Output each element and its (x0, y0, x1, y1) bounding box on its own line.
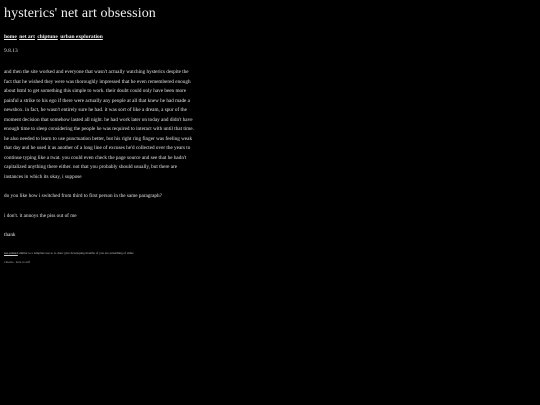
post-paragraph: thank (4, 232, 16, 238)
post-paragraph: and then the site worked and everyone that wasn't actually watching hysterics despite the fact that he wished they were was thoroughly impressed that he even remembered enough about html to get something this simple to work. their doubt could only have been more painful a strike to his ego if there were actually any people at all that knew he had made a newsbox. in fact, he wasn't entirely sure he had. it was sort of like a dream, a spur of the moment decision that somehow lasted all night. he had work later on today and didn't have enough time to sleep considering the people he was required to interact with until that time. he also needed to learn to use punctuation better, but his right ring finger was feeling weak that day and he used it as another of a long line of excuses he'd collected over the years to continue typing like a twat. you could even check the page source and see that he hadn't capitalized anything there either. not that you probably should usually, but there are instances in which its okay, i suppose (4, 69, 194, 180)
footer-link[interactable]: see-related (4, 250, 18, 255)
nav-link-net-art[interactable]: net art (19, 34, 35, 40)
nav-bar (4, 34, 536, 41)
nav-link-home[interactable]: home (4, 34, 17, 40)
post-footer (4, 251, 196, 256)
nav-link-urban-exploration[interactable]: urban exploration (60, 34, 103, 40)
post-paragraph: i don't. it annoys the piss out of me (4, 212, 77, 219)
site-title: hysterics' net art obsession (4, 6, 156, 21)
footer-note: i mean... note to self (4, 259, 30, 264)
post-date: 9.8.13 (4, 48, 18, 54)
post-body (4, 68, 196, 265)
nav-link-chiptune[interactable]: chiptune (37, 34, 58, 40)
post-paragraph: do you like how i switched from third to first person in the same paragraph? (4, 193, 162, 199)
footer-text: similar to a template use to to draw give developing months of you are something of shine (18, 250, 134, 255)
